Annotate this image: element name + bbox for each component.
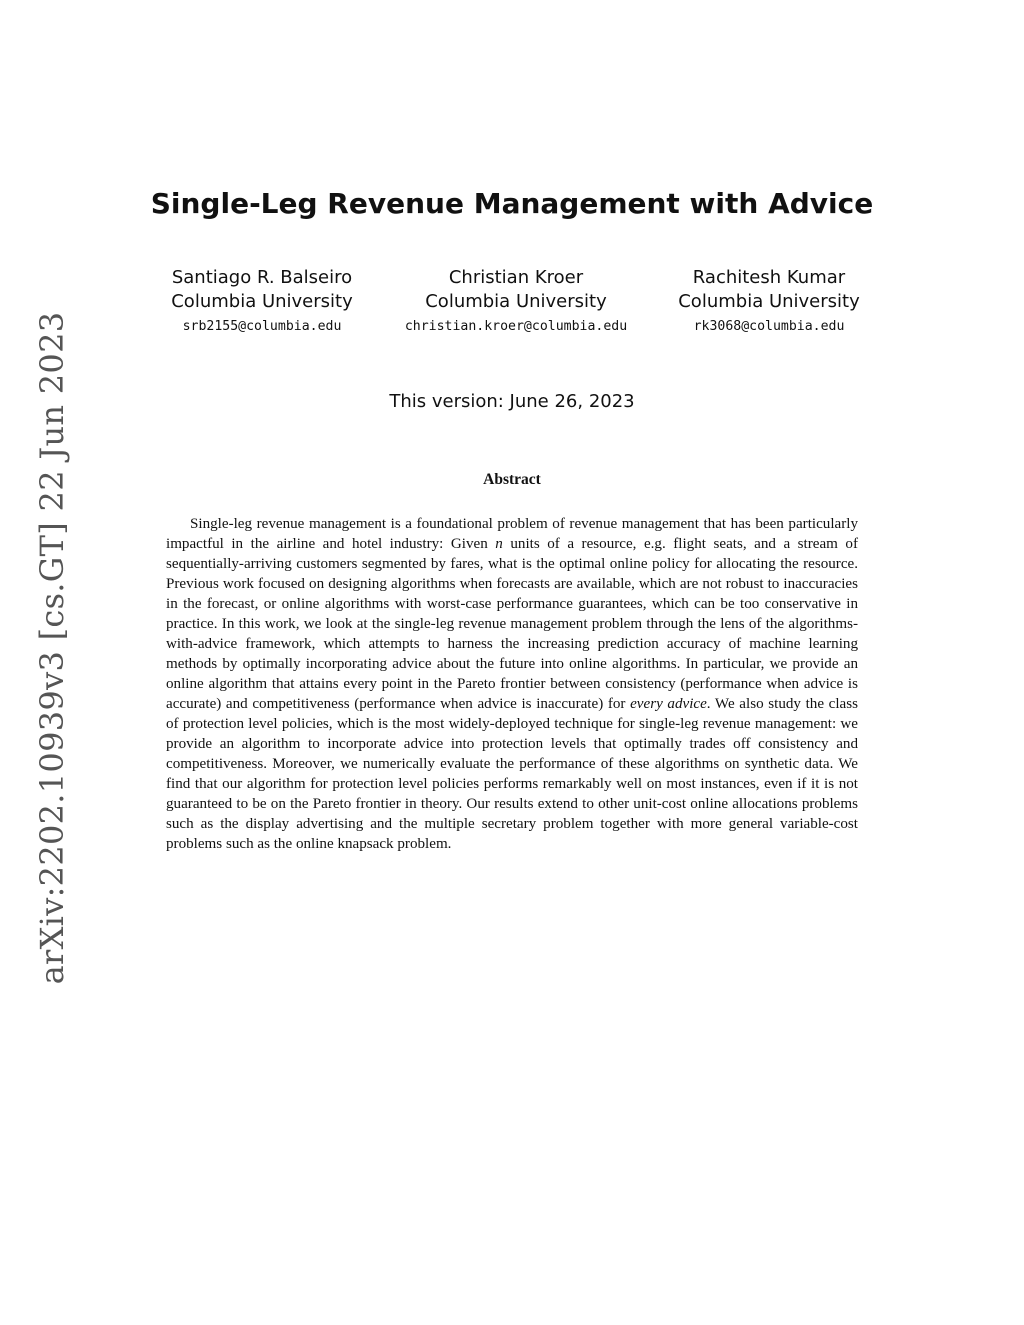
author-affiliation: Columbia University — [678, 291, 860, 312]
author-name: Santiago R. Balseiro — [171, 267, 353, 288]
abstract-heading: Abstract — [483, 471, 541, 488]
author-email: rk3068@columbia.edu — [693, 319, 845, 334]
author-affiliation: Columbia University — [425, 291, 607, 312]
version-date: This version: June 26, 2023 — [389, 391, 635, 412]
author-email: christian.kroer@columbia.edu — [404, 319, 628, 334]
arxiv-identifier: arXiv:2202.10939v3 [cs.GT] 22 Jun 2023 — [33, 311, 71, 985]
author-block — [405, 266, 627, 339]
abstract-text: . We also study the class of protection level policies, which is the most widely-deployed technique for single-leg revenue management: we provide an algorithm to incorporate advice into protection levels that optimally trades off consistency and competitiveness. Moreover, we numerically evaluate the performance of these algorithms on synthetic data. We find that our algorithm for protection level policies performs remarkably well on most instances, even if it is not guaranteed to be on the Pareto frontier in theory. Our results extend to other unit-cost online allocations problems such as the display advertising and the multiple secretary problem together with more general variable-cost problems such as the online knapsack problem. — [166, 696, 858, 852]
abstract-text: units of a resource, e.g. flight seats, and a stream of sequentially-arriving customers segmented by fares, what is the optimal online policy for allocating the resource. Previous work focused on designing algorithms when forecasts are available, which are not robust to inaccuracies in the forecast, or online algorithms with worst-case performance guarantees, which can be too conservative in practice. In this work, we look at the single-leg revenue management problem through the lens of the algorithms-with-advice framework, which attempts to harness the increasing prediction accuracy of machine learning methods by optimally incorporating advice about the future into online algorithms. In particular, we provide an online algorithm that attains every point in the Pareto frontier between consistency (performance when advice is accurate) and competitiveness (performance when advice is inaccurate) for — [166, 536, 858, 712]
math-variable: n — [495, 536, 503, 552]
author-affiliation: Columbia University — [171, 291, 353, 312]
author-block — [678, 266, 860, 339]
paper-title: Single-Leg Revenue Management with Advice — [150, 187, 874, 220]
abstract-text: Single-leg revenue management is a foundational problem of revenue management that has been particularly impactful in the airline and hotel industry: Given — [166, 516, 858, 552]
author-name: Rachitesh Kumar — [692, 267, 846, 288]
emphasis-text: every advice — [630, 696, 707, 712]
author-name: Christian Kroer — [448, 267, 584, 288]
author-block — [171, 266, 353, 339]
author-email: srb2155@columbia.edu — [182, 319, 342, 334]
abstract-body — [166, 514, 858, 854]
